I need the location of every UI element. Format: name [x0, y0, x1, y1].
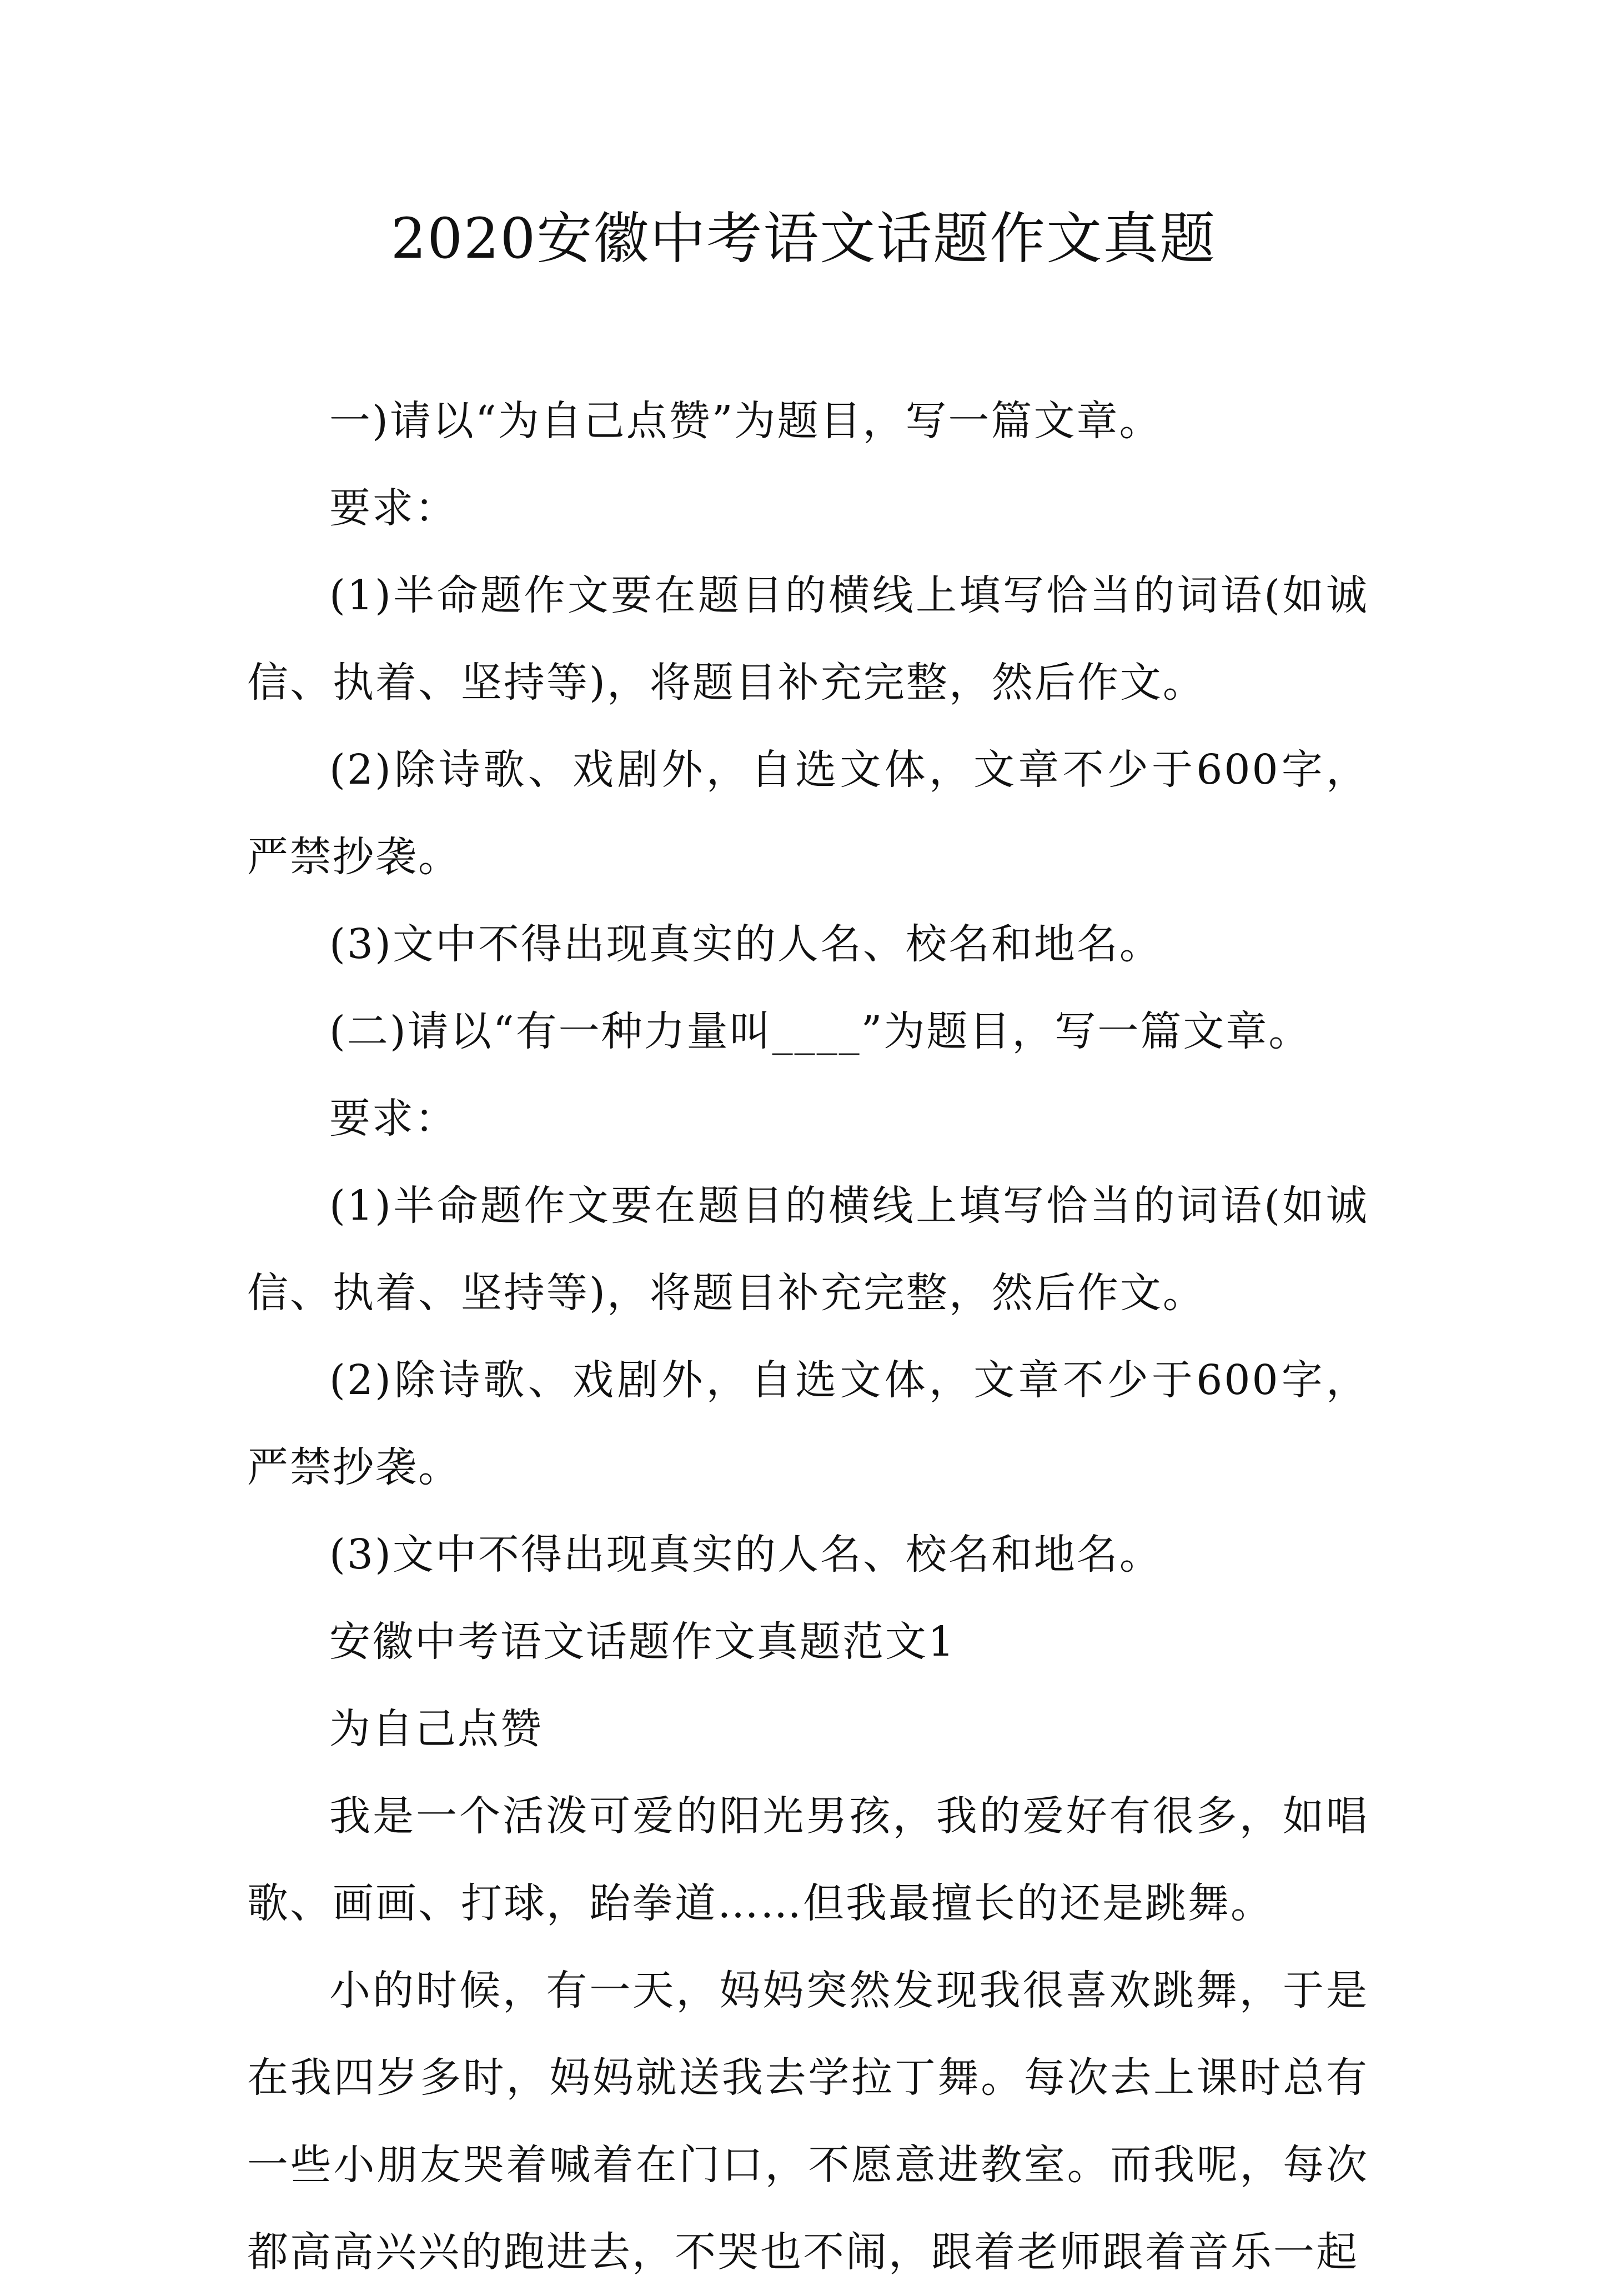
paragraph-requirements-heading-2: 要求：	[329, 1095, 458, 1142]
paragraph-sample-body-1: 我是一个活泼可爱的阳光男孩，我的爱好有很多，如唱歌、画画、打球，跆拳道……但我最擅长的还是跳舞。	[247, 1792, 1369, 1927]
paragraph-prompt-1: 一)请以“为自己点赞”为题目，写一篇文章。	[329, 397, 1162, 445]
paragraph-requirement-2-2: (2)除诗歌、戏剧外，自选文体，文章不少于600字，严禁抄袭。	[247, 1356, 1369, 1491]
paragraph-requirement-1-2: (2)除诗歌、戏剧外，自选文体，文章不少于600字，严禁抄袭。	[247, 746, 1369, 881]
paragraph-requirement-2-3: (3)文中不得出现真实的人名、校名和地名。	[329, 1531, 1162, 1578]
document-body	[247, 378, 1369, 2296]
paragraph-sample-heading: 安徽中考语文话题作文真题范文1	[329, 1618, 956, 1666]
paragraph-sample-title: 为自己点赞	[329, 1705, 543, 1753]
paragraph-requirement-2-1: (1)半命题作文要在题目的横线上填写恰当的词语(如诚信、执着、坚持等)，将题目补充完整，然后作文。	[247, 1182, 1369, 1317]
document-title: 2020安徽中考语文话题作文真题	[390, 206, 1217, 271]
paragraph-prompt-2: (二)请以“有一种力量叫____”为题目，写一篇文章。	[329, 1007, 1312, 1055]
paragraph-requirement-1-1: (1)半命题作文要在题目的横线上填写恰当的词语(如诚信、执着、坚持等)，将题目补充完整，然后作文。	[247, 572, 1369, 706]
paragraph-sample-body-2: 小的时候，有一天，妈妈突然发现我很喜欢跳舞，于是在我四岁多时，妈妈就送我去学拉丁舞。每次去上课时总有一些小朋友哭着喊着在门口，不愿意进教室。而我呢，每次都高高兴兴的跑进去，不哭也不闹，跟着老师跟着音乐一起	[247, 1967, 1369, 2276]
paragraph-requirements-heading-1: 要求：	[329, 484, 458, 532]
paragraph-requirement-1-3: (3)文中不得出现真实的人名、校名和地名。	[329, 920, 1162, 968]
